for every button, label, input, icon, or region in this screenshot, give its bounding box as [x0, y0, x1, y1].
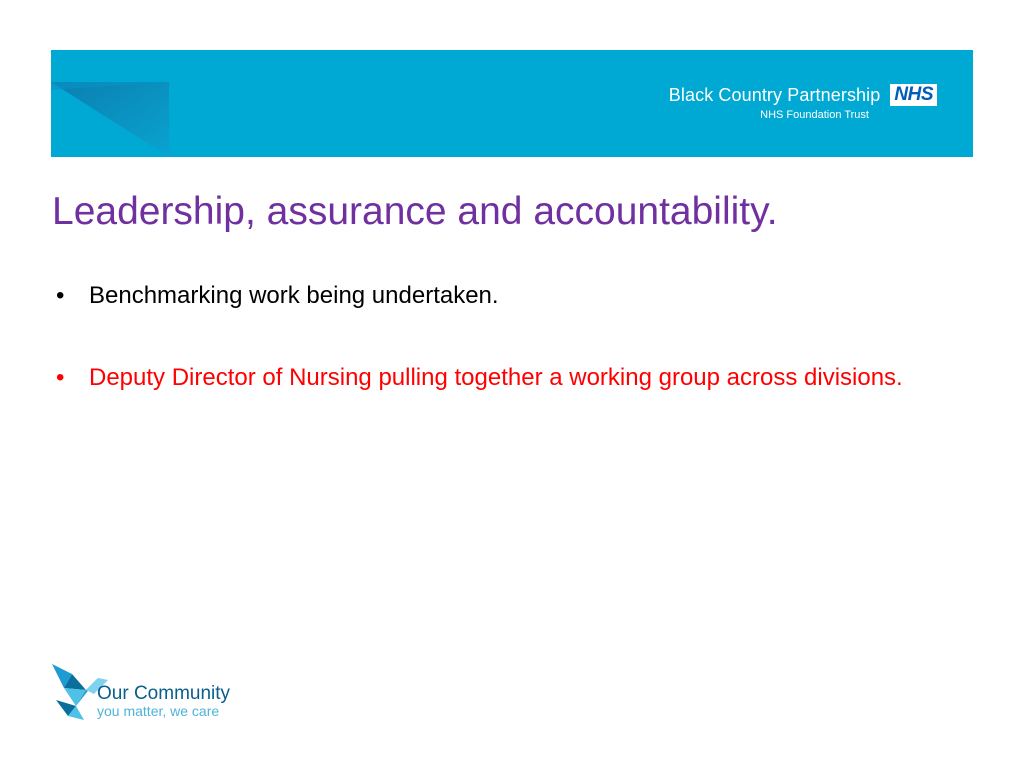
slide-title: Leadership, assurance and accountability.	[52, 190, 778, 233]
org-name: Black Country Partnership	[668, 84, 881, 105]
footer-tagline: you matter, we care	[97, 703, 220, 719]
footer-title: Our Community	[97, 683, 231, 704]
nhs-logo: NHS	[890, 84, 937, 106]
org-branding	[669, 84, 937, 121]
org-subtitle: NHS Foundation Trust	[760, 109, 869, 121]
footer-logo	[50, 660, 260, 730]
bullet-item: • Deputy Director of Nursing pulling together a working group across divisions.	[52, 362, 952, 394]
header-banner	[51, 50, 973, 157]
bullet-list	[52, 280, 952, 444]
bullet-item: • Benchmarking work being undertaken.	[52, 280, 952, 312]
